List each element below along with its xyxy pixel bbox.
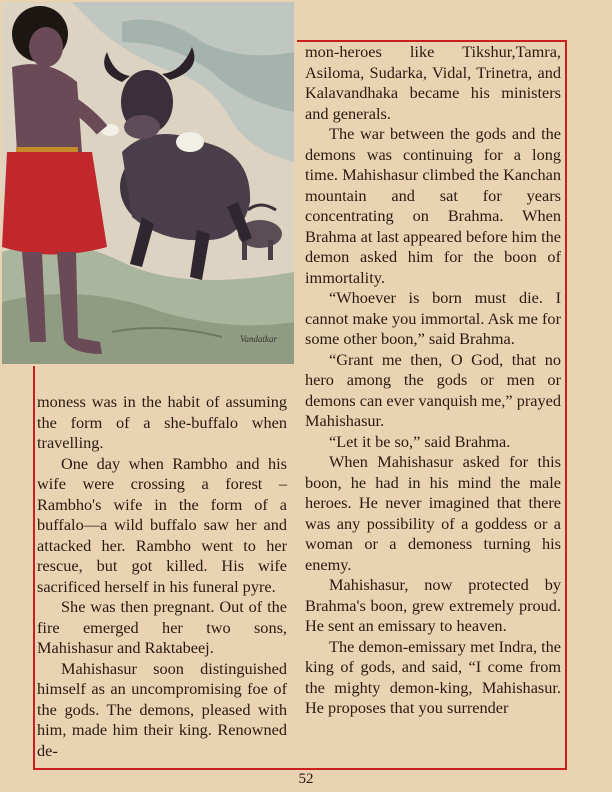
left-text-column [37, 392, 287, 761]
paragraph: moness was in the habit of assuming the form of a she-buffalo when travelling. [37, 392, 287, 452]
warrior-buffalo-illustration [2, 2, 294, 364]
paragraph: One day when Rambho and his wife were crossing a forest – Rambho's wife in the form of a buffalo—a wild buffalo saw her and attacked her. Rambho went to her rescue, but got killed. His wife sacrificed herself in his funeral pyre. [37, 453, 287, 596]
paragraph: She was then pregnant. Out of the fire emerged her two sons, Mahishasur and Raktabeej. [37, 597, 287, 657]
illustration-panel [2, 2, 294, 364]
paragraph: Mahishasur soon distinguished himself as an uncompromising foe of the gods. The demons, pleased with him, made him their king. Renowned de- [37, 658, 287, 760]
paragraph: When Mahishasur asked for this boon, he had in his mind the male heroes. He never imagined that there was any possibility of a goddess or a woman or a demoness turning his enemy. [305, 452, 561, 574]
frame-right-line [565, 40, 567, 770]
artist-signature: Vandatkar [240, 334, 277, 344]
paragraph: “Let it be so,” said Brahma. [329, 431, 511, 451]
frame-bottom-line [33, 768, 567, 770]
right-text-column [305, 42, 561, 719]
paragraph: The war between the gods and the demons was continuing for a long time. Mahishasur climbed the Kanchan mountain and sat for years concentrating on Brahma. When Brahma at last appeared before him the demon asked him for the boon of immortality. [305, 124, 561, 287]
paragraph: “Whoever is born must die. I cannot make you immortal. Ask me for some other boon,” said Brahma. [305, 288, 561, 348]
paragraph: The demon-emissary met Indra, the king of gods, and said, “I come from the mighty demon-king, Mahishasur. He proposes that you surrender [305, 636, 561, 717]
paragraph: “Grant me then, O God, that no hero among the gods or men or demons can ever vanquish me,” prayed Mahishasur. [305, 349, 561, 430]
frame-left-line [33, 366, 35, 770]
paragraph: mon-heroes like Tikshur,Tamra, Asiloma, Sudarka, Vidal, Trinetra, and Kalavandhaka became his ministers and generals. [305, 42, 561, 123]
paragraph: Mahishasur, now protected by Brahma's boon, grew extremely proud. He sent an emissary to heaven. [305, 575, 561, 635]
page-number: 52 [298, 771, 314, 787]
